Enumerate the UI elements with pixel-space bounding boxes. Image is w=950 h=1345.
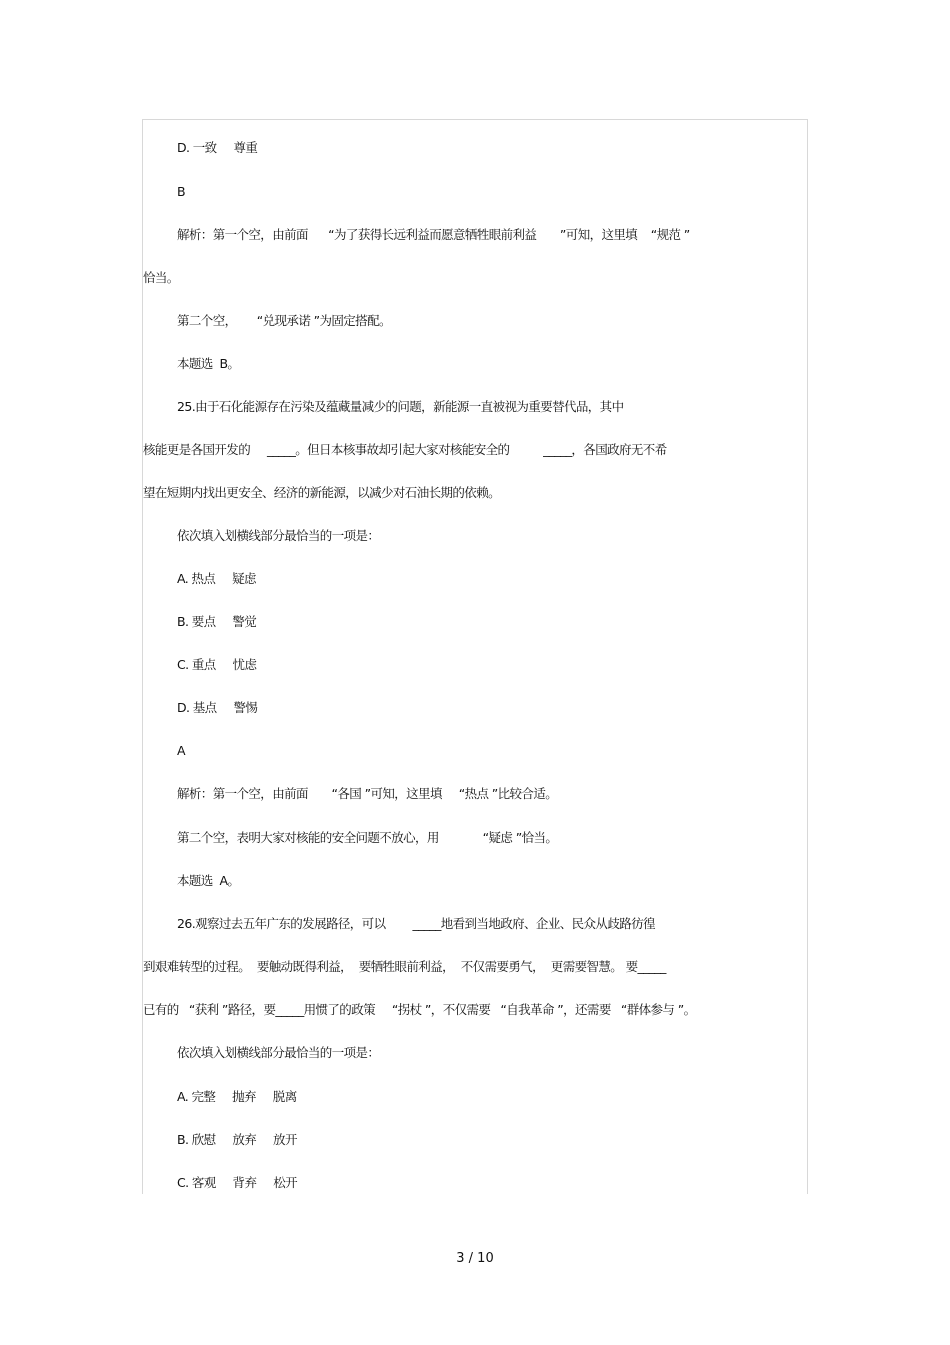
question-25-cont2: 望在短期内找出更安全、经济的新能源，以减少对石油长期的依赖。 <box>143 485 501 500</box>
option-a: A. 完整 抛弃 脱离 <box>177 1089 297 1104</box>
option-a: A. 热点 疑虑 <box>177 571 256 586</box>
analysis-second: 第二个空， “兑现承诺 ”为固定搭配。 <box>177 313 391 328</box>
analysis-cont: 恰当。 <box>143 270 179 285</box>
option-d: D. 基点 警惕 <box>177 700 258 715</box>
page-number: 3 / 10 <box>456 1251 494 1266</box>
conclusion: 本题选 A。 <box>177 873 240 888</box>
analysis: 解析：第一个空，由前面 “各国 ”可知，这里填 “热点 ”比较合适。 <box>177 786 558 801</box>
question-26-cont: 到艰难转型的过程。 要触动既得利益， 要牺牲眼前利益， 不仅需要勇气， 更需要智慧。 要_____ <box>143 959 666 974</box>
option-d: D. 一致 尊重 <box>177 140 258 155</box>
answer: B <box>177 184 185 199</box>
option-b: B. 欣慰 放弃 放开 <box>177 1132 297 1147</box>
question-26: 26.观察过去五年广东的发展路径，可以 _____地看到当地政府、企业、民众从歧路彷徨 <box>177 916 655 931</box>
analysis-second: 第二个空，表明大家对核能的安全问题不放心，用 “疑虑 ”恰当。 <box>177 830 558 845</box>
question-25-cont: 核能更是各国开发的 _____。但日本核事故却引起大家对核能安全的 _____，各国政府无不希 <box>143 442 667 457</box>
instruction: 依次填入划横线部分最恰当的一项是： <box>177 1045 380 1060</box>
instruction: 依次填入划横线部分最恰当的一项是： <box>177 528 380 543</box>
option-c: C. 客观 背弃 松开 <box>177 1175 298 1190</box>
conclusion: 本题选 B。 <box>177 356 240 371</box>
question-26-cont2: 已有的 “获利 ”路径，要_____用惯了的政策 “拐杖 ”，不仅需要 “自我革命 ”，还需要 “群体参与 ”。 <box>143 1002 696 1017</box>
analysis: 解析：第一个空，由前面 “为了获得长远利益而愿意牺牲眼前利益 ”可知，这里填 “规范 ” <box>177 227 690 242</box>
option-c: C. 重点 忧虑 <box>177 657 257 672</box>
question-25: 25.由于石化能源存在污染及蕴藏量减少的问题，新能源一直被视为重要替代品，其中 <box>177 399 624 414</box>
option-b: B. 要点 警觉 <box>177 614 257 629</box>
answer: A <box>177 743 185 758</box>
